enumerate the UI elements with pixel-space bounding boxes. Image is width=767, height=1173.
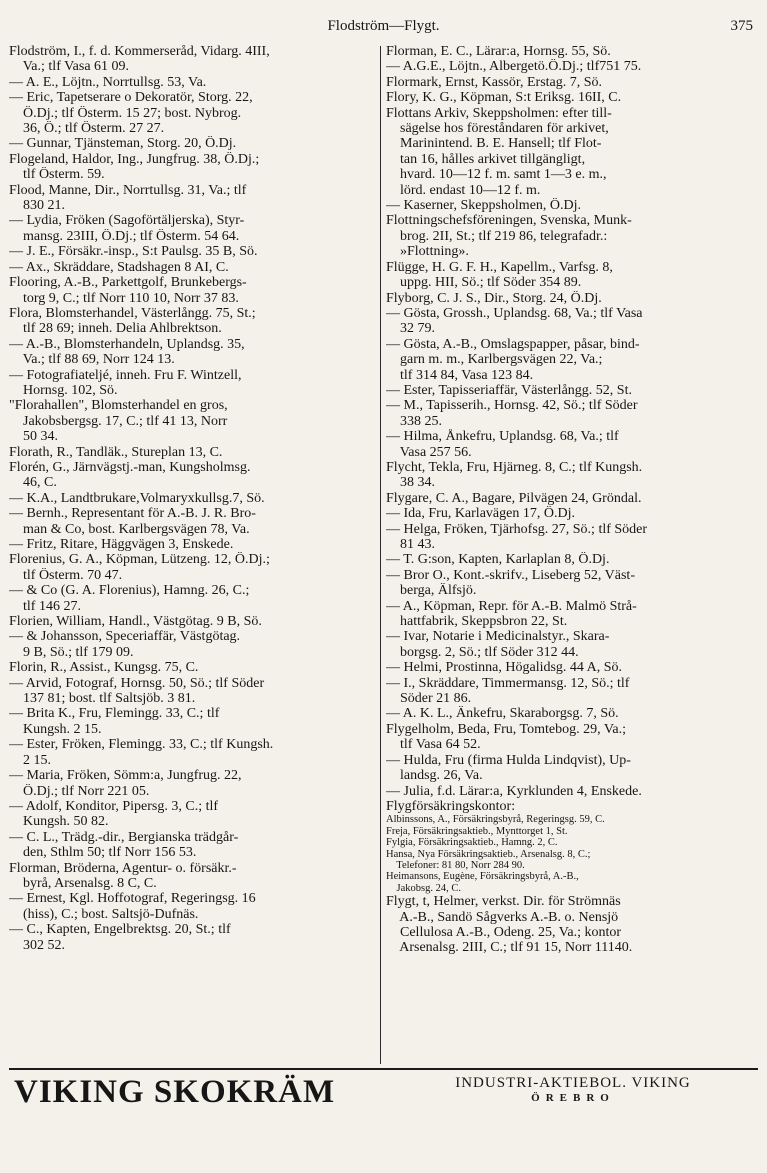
directory-line: — Helga, Fröken, Tjärhofsg. 27, Sö.; tlf Söder <box>386 521 648 537</box>
directory-line: Flood, Manne, Dir., Norrtullsg. 31, Va.; tlf <box>9 182 247 198</box>
directory-line: "Florahallen", Blomsterhandel en gros, <box>9 398 228 414</box>
directory-line: Flygare, C. A., Bagare, Pilvägen 24, Gröndal. <box>386 490 642 506</box>
advertiser-name: INDUSTRI-AKTIEBOL. VIKING <box>455 1075 691 1091</box>
directory-line: Va.; tlf Vasa 61 09. <box>9 59 130 75</box>
directory-line: Flügge, H. G. F. H., Kapellm., Varfsg. 8, <box>386 259 613 275</box>
directory-line: Ö.Dj.; tlf Norr 221 05. <box>9 783 150 799</box>
directory-line: — K.A., Landtbrukare,Volmaryxkullsg.7, Sö. <box>9 490 265 506</box>
directory-line: 32 79. <box>386 321 435 337</box>
directory-line: brog. 2II, St.; tlf 219 86, telegrafadr.: <box>386 228 608 244</box>
directory-line: Söder 21 86. <box>386 691 472 707</box>
directory-line: — Arvid, Fotograf, Hornsg. 50, Sö.; tlf Söder <box>9 675 265 691</box>
directory-line: — Ester, Tapisseriaffär, Västerlångg. 52, St. <box>386 382 632 398</box>
directory-line: Arsenalsg. 2III, C.; tlf 91 15, Norr 11140. <box>386 940 633 956</box>
directory-line: 46, C. <box>9 475 57 491</box>
directory-line: — Bernh., Representant för A.-B. J. R. Bro- <box>9 506 256 522</box>
directory-line: — Ernest, Kgl. Hoffotograf, Regeringsg. 16 <box>9 891 256 907</box>
directory-line: — Gösta, A.-B., Omslagspapper, påsar, bind- <box>386 336 640 352</box>
directory-line: Flottningschefsföreningen, Svenska, Munk- <box>386 213 632 229</box>
directory-line: Va.; tlf 88 69, Norr 124 13. <box>9 352 175 368</box>
directory-line: — Kaserner, Skeppsholmen, Ö.Dj. <box>386 198 582 214</box>
directory-line: tlf 146 27. <box>9 598 81 614</box>
directory-line: Albinssons, A., Försäkringsbyrå, Regeringsg. 59, C. <box>386 814 605 826</box>
directory-line: Flora, Blomsterhandel, Västerlångg. 75, St.; <box>9 305 256 321</box>
directory-line: — Brita K., Fru, Flemingg. 33, C.; tlf <box>9 706 220 722</box>
directory-line: Flooring, A.-B., Parkettgolf, Brunkebergs- <box>9 275 247 291</box>
directory-line: Freja, Försäkringsaktieb., Mynttorget 1, St. <box>386 825 568 837</box>
directory-line: Florman, E. C., Lärar:a, Hornsg. 55, Sö. <box>386 44 611 59</box>
directory-line: Flycht, Tekla, Fru, Hjärneg. 8, C.; tlf Kungsh. <box>386 459 643 475</box>
directory-line: — C., Kapten, Engelbrektsg. 20, St.; tlf <box>9 922 231 938</box>
directory-line: den, Sthlm 50; tlf Norr 156 53. <box>9 845 197 861</box>
directory-line: Fylgia, Försäkringsaktieb., Hamng. 2, C. <box>386 837 558 849</box>
left-column <box>9 44 376 953</box>
directory-line: Florenius, G. A., Köpman, Lützeng. 12, Ö.Dj.; <box>9 552 270 568</box>
directory-line: Marinintend. B. E. Hansell; tlf Flot- <box>386 136 602 152</box>
directory-line: — & Johansson, Speceriaffär, Västgötag. <box>9 629 241 645</box>
directory-line: — M., Tapisserih., Hornsg. 42, Sö.; tlf Söder <box>386 398 638 414</box>
directory-line: (hiss), C.; bost. Saltsjö-Dufnäs. <box>9 906 199 922</box>
right-column <box>386 44 756 956</box>
directory-line: — Maria, Fröken, Sömm:a, Jungfrug. 22, <box>9 768 242 784</box>
directory-line: 302 52. <box>9 937 65 953</box>
directory-line: hattfabrik, Skeppsbron 22, St. <box>386 614 568 630</box>
directory-line: Jakobsbergsg. 17, C.; tlf 41 13, Norr <box>9 413 228 429</box>
directory-line: — J. E., Försäkr.-insp., S:t Paulsg. 35 B, Sö. <box>9 244 258 260</box>
directory-line: Florman, Bröderna, Agentur- o. försäkr.- <box>9 860 237 876</box>
directory-line: — Ax., Skräddare, Stadshagen 8 AI, C. <box>9 259 229 275</box>
directory-line: Florin, R., Assist., Kungsg. 75, C. <box>9 660 199 676</box>
directory-line: man & Co, bost. Karlbergsvägen 78, Va. <box>9 521 250 537</box>
directory-line: Florén, G., Järnvägstj.-man, Kungsholmsg. <box>9 459 251 475</box>
directory-line: tlf Österm. 70 47. <box>9 567 123 583</box>
directory-line: Ö.Dj.; tlf Österm. 15 27; bost. Nybrog. <box>9 105 242 121</box>
running-head: Flodström—Flygt. <box>327 18 440 34</box>
directory-line: Florien, William, Handl., Västgötag. 9 B, Sö. <box>9 614 262 630</box>
directory-line: tan 16, hålles arkivet tillgängligt, <box>386 151 586 167</box>
directory-line: Jakobsg. 24, C. <box>386 882 461 894</box>
directory-line: 50 34. <box>9 429 58 445</box>
directory-line: — Gunnar, Tjänsteman, Storg. 20, Ö.Dj. <box>9 136 237 152</box>
directory-line: tlf Österm. 59. <box>9 167 105 183</box>
directory-line: — Ida, Fru, Karlavägen 17, Ö.Dj. <box>386 506 575 522</box>
directory-line: Hornsg. 102, Sö. <box>9 382 118 398</box>
directory-line: tlf Vasa 64 52. <box>386 737 481 753</box>
directory-line: — Ivar, Notarie i Medicinalstyr., Skara- <box>386 629 610 645</box>
directory-line: A.-B., Sandö Sågverks A.-B. o. Nensjö <box>386 909 619 925</box>
directory-line: lörd. endast 10—12 f. m. <box>386 182 541 198</box>
footer-rule <box>9 1068 758 1070</box>
directory-line: landsg. 26, Va. <box>386 768 483 784</box>
directory-line: hvard. 10—12 f. m. samt 1—3 e. m., <box>386 167 607 183</box>
directory-line: 2 15. <box>9 752 51 768</box>
advertisement-right <box>388 1075 758 1104</box>
column-divider <box>380 46 381 1064</box>
directory-line: Kungsh. 2 15. <box>9 721 102 737</box>
directory-line: »Flottning». <box>386 244 469 260</box>
page-header <box>0 18 767 38</box>
directory-line: Kungsh. 50 82. <box>9 814 109 830</box>
directory-line: — A. E., Löjtn., Norrtullsg. 53, Va. <box>9 74 207 90</box>
directory-line: 81 43. <box>386 537 435 552</box>
directory-line: — Bror O., Kont.-skrifv., Liseberg 52, Väst- <box>386 567 635 583</box>
directory-line: 338 25. <box>386 413 442 429</box>
directory-line: — I., Skräddare, Timmermansg. 12, Sö.; tlf <box>386 675 630 691</box>
directory-line: — A.-B., Blomsterhandeln, Uplandsg. 35, <box>9 336 245 352</box>
directory-line: 137 81; bost. tlf Saltsjöb. 3 81. <box>9 691 196 707</box>
directory-line: 36, Ö.; tlf Österm. 27 27. <box>9 121 165 137</box>
directory-line: — Helmi, Prostinna, Högalidsg. 44 A, Sö. <box>386 660 623 676</box>
directory-line: Flygt, t, Helmer, verkst. Dir. för Strömnäs <box>386 894 621 910</box>
directory-line: tlf 28 69; inneh. Delia Ahlbrektson. <box>9 321 222 337</box>
directory-line: Vasa 257 56. <box>386 444 472 460</box>
directory-line: — Fritz, Ritare, Häggvägen 3, Enskede. <box>9 537 234 552</box>
directory-line: garn m. m., Karlbergsvägen 22, Va.; <box>386 352 603 368</box>
directory-line: Hansa, Nya Försäkringsaktieb., Arsenalsg. 8, C.; <box>386 848 591 860</box>
directory-line: Flodström, I., f. d. Kommerseråd, Vidarg. 4III, <box>9 44 270 59</box>
directory-line: Flygförsäkringskontor: <box>386 798 516 814</box>
directory-line: — Fotografiateljé, inneh. Fru F. Wintzell, <box>9 367 242 383</box>
directory-line: — Hulda, Fru (firma Hulda Lindqvist), Up- <box>386 752 631 768</box>
directory-line: — Gösta, Grossh., Uplandsg. 68, Va.; tlf Vasa <box>386 305 643 321</box>
directory-line: byrå, Arsenalsg. 8 C, C. <box>9 875 157 891</box>
directory-line: — Julia, f.d. Lärar:a, Kyrklunden 4, Enskede. <box>386 783 642 799</box>
directory-line: — T. G:son, Kapten, Karlaplan 8, Ö.Dj. <box>386 552 610 568</box>
directory-line: — Adolf, Konditor, Pipersg. 3, C.; tlf <box>9 798 219 814</box>
directory-line: 38 34. <box>386 475 435 491</box>
advertiser-city: ÖREBRO <box>531 1092 615 1104</box>
directory-line: Flottans Arkiv, Skeppsholmen: efter till- <box>386 105 612 121</box>
page-number: 375 <box>730 18 753 34</box>
directory-line: tlf 314 84, Vasa 123 84. <box>386 367 534 383</box>
directory-line: Flogeland, Haldor, Ing., Jungfrug. 38, Ö.Dj.; <box>9 151 260 167</box>
advertisement-left: VIKING SKOKRÄM <box>14 1074 336 1110</box>
directory-line: — Hilma, Ånkefru, Uplandsg. 68, Va.; tlf <box>386 429 619 445</box>
directory-line: Flormark, Ernst, Kassör, Erstag. 7, Sö. <box>386 74 603 90</box>
directory-line: mansg. 23III, Ö.Dj.; tlf Österm. 54 64. <box>9 228 240 244</box>
directory-line: — C. L., Trädg.-dir., Bergianska trädgår- <box>9 829 239 845</box>
directory-line: 9 B, Sö.; tlf 179 09. <box>9 644 134 660</box>
directory-line: — Ester, Fröken, Flemingg. 33, C.; tlf Kungsh. <box>9 737 274 753</box>
directory-line: — Eric, Tapetserare o Dekoratör, Storg. 22, <box>9 90 253 106</box>
directory-line: sägelse hos föreståndaren för arkivet, <box>386 121 609 137</box>
directory-line: borgsg. 2, Sö.; tlf Söder 312 44. <box>386 644 579 660</box>
directory-line: Florath, R., Tandläk., Stureplan 13, C. <box>9 444 223 460</box>
directory-line: — A. K. L., Änkefru, Skaraborgsg. 7, Sö. <box>386 706 619 722</box>
directory-line: — & Co (G. A. Florenius), Hamng. 26, C.; <box>9 583 250 599</box>
directory-line: 830 21. <box>9 198 65 214</box>
directory-line: berga, Älfsjö. <box>386 583 477 599</box>
directory-line: torg 9, C.; tlf Norr 110 10, Norr 37 83. <box>9 290 239 306</box>
directory-line: Heimansons, Eugène, Försäkringsbyrå, A.-B., <box>386 871 579 883</box>
directory-line: — Lydia, Fröken (Sagoförtäljerska), Styr- <box>9 213 245 229</box>
directory-line: Cellulosa A.-B., Odeng. 25, Va.; kontor <box>386 924 622 940</box>
directory-line: Flory, K. G., Köpman, S:t Eriksg. 16II, C. <box>386 90 622 106</box>
directory-line: Flyborg, C. J. S., Dir., Storg. 24, Ö.Dj. <box>386 290 602 306</box>
directory-line: Telefoner: 81 80, Norr 284 90. <box>386 859 525 871</box>
directory-line: uppg. HII, Sö.; tlf Söder 354 89. <box>386 275 582 291</box>
directory-line: Flygelholm, Beda, Fru, Tomtebog. 29, Va.; <box>386 721 626 737</box>
directory-line: — A.G.E., Löjtn., Albergetö.Ö.Dj.; tlf751 75. <box>386 59 642 75</box>
directory-line: — A., Köpman, Repr. för A.-B. Malmö Strå- <box>386 598 637 614</box>
